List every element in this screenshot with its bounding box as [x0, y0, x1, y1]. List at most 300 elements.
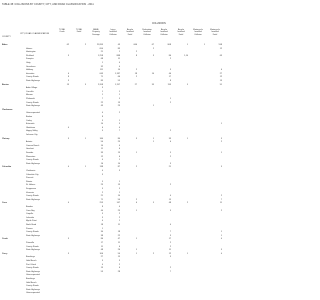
cell-value: 3: [220, 249, 222, 252]
cell-value: 1: [101, 90, 103, 93]
cell-value: 2: [135, 76, 137, 79]
cell-value: 12: [168, 252, 171, 255]
table-row: [0, 199, 232, 202]
cell-value: 22: [100, 101, 103, 104]
cell-value: 4: [118, 206, 120, 208]
table-row: [0, 253, 232, 256]
table-row: [0, 170, 232, 173]
cell-value: 6: [118, 267, 120, 270]
table-row: [0, 181, 232, 184]
cell-value: 6: [169, 141, 171, 144]
table-row: [0, 242, 232, 245]
cell-value: 11: [100, 245, 103, 248]
cell-value: 1: [118, 220, 120, 223]
page-title: TABLE 38: COLLISIONS BY COUNTY, CITY, AND ROAD CLASSIFICATION - 2011: [2, 3, 94, 6]
cell-value: 1,187: [114, 72, 120, 75]
cell-value: 106: [99, 252, 103, 255]
table-row: [0, 282, 232, 285]
cell-value: 2: [84, 44, 86, 46]
cell-value: 1,258: [97, 54, 103, 57]
cell-value: 32: [100, 65, 103, 68]
cell-value: 666: [133, 44, 137, 46]
cell-value: 7: [169, 270, 171, 273]
cell-value: 1: [152, 105, 154, 108]
cell-value: 11: [117, 242, 120, 244]
city-label: Gold Beach: [26, 260, 37, 262]
cell-value: 5: [169, 152, 171, 154]
column-header: Pedestrian Involved Collision: [142, 29, 152, 36]
cell-value: 9: [101, 188, 103, 190]
cell-value: 15: [117, 256, 120, 259]
cell-value: 5: [118, 98, 120, 100]
county-name: Coos: [2, 202, 7, 205]
county-name: Benton: [2, 83, 9, 86]
cell-value: 10: [151, 72, 154, 75]
cell-value: 2: [152, 47, 154, 50]
cell-value: 1: [135, 238, 137, 241]
group-header: COLLISIONS: [152, 23, 166, 25]
cell-value: 3: [67, 252, 69, 255]
cell-value: 34: [100, 231, 103, 234]
cell-value: 6: [67, 72, 69, 75]
cell-value: 4: [118, 144, 120, 147]
table-row: [0, 206, 232, 209]
cell-value: 14: [100, 123, 103, 126]
city-label: Unincorporated: [26, 292, 40, 295]
cell-value: 9: [169, 209, 171, 212]
cell-value: 2: [220, 195, 222, 198]
table-row: [0, 177, 232, 180]
table-row: [0, 145, 232, 148]
table-row: [0, 69, 232, 72]
cell-value: 21,899: [96, 44, 103, 46]
cell-value: 15: [168, 198, 171, 201]
city-label: County Roads: [26, 76, 39, 79]
cell-value: 6: [118, 245, 120, 248]
cell-value: 5: [118, 188, 120, 190]
city-label: St. Helens: [26, 184, 36, 187]
cell-value: 4: [220, 238, 222, 241]
cell-value: 50: [117, 198, 120, 201]
cell-value: 29: [117, 209, 120, 212]
cell-value: 9: [118, 123, 120, 126]
cell-value: 808: [167, 44, 171, 46]
cell-value: 1: [135, 249, 137, 252]
cell-value: 1: [118, 90, 120, 93]
table-row: [0, 73, 232, 76]
cell-value: 1: [118, 159, 120, 162]
cell-value: 33: [100, 152, 103, 154]
table-row: [0, 260, 232, 263]
cell-value: 1: [118, 51, 120, 54]
cell-value: 27: [100, 256, 103, 259]
city-label: County Roads: [26, 231, 39, 234]
cell-value: 13: [100, 267, 103, 270]
city-label: Port Orford: [26, 263, 36, 266]
cell-value: 4: [169, 224, 171, 226]
table-row: [0, 163, 232, 166]
cell-value: 12: [219, 76, 222, 79]
cell-value: 54: [117, 252, 120, 255]
table-row: [0, 55, 232, 58]
cell-value: 2: [152, 252, 154, 255]
cell-value: 3: [118, 260, 120, 262]
table-row: [0, 91, 232, 94]
cell-value: 4: [101, 112, 103, 115]
cell-value: 1: [101, 227, 103, 230]
table-row: [0, 123, 232, 126]
cell-value: 6: [118, 155, 120, 158]
column-header: TOTAL Fatal: [75, 29, 83, 34]
table-row: [0, 192, 232, 195]
cell-value: 21: [100, 195, 103, 198]
cell-value: 1: [135, 209, 137, 212]
cell-value: 8: [101, 116, 103, 118]
city-label: State Highways: [26, 105, 40, 108]
city-label: Rainier: [26, 180, 33, 183]
table-row: [0, 184, 232, 187]
cell-value: 4: [118, 126, 120, 129]
cell-value: 1: [118, 191, 120, 194]
cell-value: 9: [84, 83, 86, 86]
table-row: [0, 220, 232, 223]
table-row: [0, 105, 232, 108]
cell-value: 9: [220, 166, 222, 169]
cell-value: 2: [118, 112, 120, 115]
city-label: State Highways: [26, 234, 40, 237]
cell-value: 5: [101, 180, 103, 183]
table-row: [0, 127, 232, 130]
cell-value: 1: [118, 94, 120, 97]
cell-value: 3: [169, 162, 171, 165]
cell-value: 3: [67, 54, 69, 57]
cell-value: 3: [67, 238, 69, 241]
cell-value: 71: [100, 76, 103, 79]
table-row: [0, 87, 232, 90]
city-label: Gearhart: [26, 148, 34, 151]
city-label: Brookings: [26, 256, 35, 259]
city-label: Happy Valley: [26, 130, 38, 133]
cell-value: 6: [220, 69, 222, 72]
cell-value: 3: [101, 119, 103, 122]
cell-value: 2: [169, 101, 171, 104]
table-row: [0, 84, 232, 87]
column-header: TOTAL Crash: [58, 29, 66, 34]
table-row: [0, 210, 232, 213]
table-row: [0, 274, 232, 277]
cell-value: 33: [168, 137, 171, 140]
cell-value: 67: [151, 44, 154, 46]
cell-value: 2: [169, 58, 171, 61]
table-row: [0, 148, 232, 151]
table-row: [0, 256, 232, 259]
cell-value: 1: [203, 44, 205, 46]
cell-value: 8: [101, 206, 103, 208]
cell-value: 2: [135, 69, 137, 72]
cell-value: 3: [135, 137, 137, 140]
city-label: Powers: [26, 227, 33, 230]
cell-value: 147: [116, 202, 120, 205]
county-name: Baker: [2, 44, 8, 46]
cell-value: 7: [169, 231, 171, 234]
cell-value: 2: [220, 209, 222, 212]
cell-value: 18: [100, 224, 103, 226]
cell-value: 18: [134, 72, 137, 75]
cell-value: 1: [118, 180, 120, 183]
cell-value: 3: [152, 54, 154, 57]
city-label: Unincorporated: [26, 274, 40, 277]
cell-value: 4: [118, 62, 120, 64]
cell-value: 2: [220, 141, 222, 144]
table-row: [0, 62, 232, 65]
table-row: [0, 213, 232, 216]
column-header: Motorcycle Involved Fatal: [210, 29, 220, 36]
table-row: [0, 235, 232, 238]
cell-value: 35: [151, 83, 154, 86]
table-row: [0, 188, 232, 191]
cell-value: 13: [117, 184, 120, 187]
cell-value: 44: [100, 209, 103, 212]
column-header: Injury Involved Collision: [109, 29, 117, 36]
table-row: [0, 285, 232, 288]
city-label: Scappoose: [26, 188, 37, 190]
cell-value: 63: [219, 54, 222, 57]
county-name: Clatsop: [2, 137, 10, 140]
cell-value: 38: [100, 234, 103, 237]
table-row: [0, 102, 232, 105]
cell-value: 54: [100, 141, 103, 144]
city-label: Halfway: [26, 69, 34, 72]
cell-value: 6: [118, 148, 120, 151]
cell-value: 1: [186, 252, 188, 255]
cell-value: 1,197: [114, 83, 120, 86]
cell-value: 13: [219, 80, 222, 82]
cell-value: 17: [168, 76, 171, 79]
table-row: [0, 156, 232, 159]
table-row: [0, 98, 232, 101]
city-label: State Highways: [26, 198, 40, 201]
city-label: Clatskanie: [26, 170, 36, 172]
cell-value: 83: [100, 80, 103, 82]
cell-value: 1: [220, 123, 222, 126]
cell-value: 643: [99, 72, 103, 75]
table-row: [0, 246, 232, 249]
cell-value: 1: [84, 137, 86, 140]
county-name: Clackamas: [2, 108, 13, 111]
city-label: Huntington: [26, 51, 36, 54]
city-label: Columbia City: [26, 173, 39, 176]
cell-value: 29: [117, 141, 120, 144]
city-label: Bandon: [26, 206, 33, 208]
table-row: [0, 292, 232, 295]
city-label: Interstate: [26, 72, 35, 75]
table-row: [0, 141, 232, 144]
cell-value: 3: [101, 87, 103, 90]
cell-value: 2: [118, 216, 120, 219]
city-label: State Highways: [26, 270, 40, 273]
cell-value: 86: [168, 54, 171, 57]
cell-value: 164: [99, 137, 103, 140]
cell-value: 3: [101, 173, 103, 176]
cell-value: 4: [101, 159, 103, 162]
cell-value: 87: [117, 166, 120, 169]
cell-value: 48: [168, 202, 171, 205]
table-row: [0, 174, 232, 177]
column-header: Bicycle Involved Fatal: [177, 29, 185, 36]
city-label: Prineville: [26, 242, 35, 244]
cell-value: 3: [169, 234, 171, 237]
cell-value: 2: [169, 155, 171, 158]
cell-value: 11: [117, 58, 120, 61]
cell-value: 6: [101, 126, 103, 129]
cell-value: 43: [117, 44, 120, 46]
city-label: Corvallis: [26, 90, 34, 93]
cell-value: 3: [169, 69, 171, 72]
cell-value: 2: [118, 213, 120, 216]
city-label: Vernonia: [26, 191, 34, 194]
city-label: Astoria: [26, 141, 33, 144]
table-row: [0, 58, 232, 61]
cell-value: 3: [169, 256, 171, 259]
cell-value: 11: [168, 249, 171, 252]
cell-value: 27: [134, 83, 137, 86]
cell-value: 1: [152, 141, 154, 144]
cell-value: 1: [135, 152, 137, 154]
cell-value: 4: [101, 170, 103, 172]
table-row: [0, 289, 232, 292]
cell-value: 2: [101, 191, 103, 194]
table-row: [0, 51, 232, 54]
cell-value: 2: [135, 198, 137, 201]
city-label: County Roads: [26, 101, 39, 104]
cell-value: 3: [67, 80, 69, 82]
city-label: Philomath: [26, 98, 35, 100]
city-label: Greenhorn: [26, 65, 36, 68]
city-label: State Highways: [26, 80, 40, 82]
cell-value: 4: [118, 65, 120, 68]
cell-value: 4: [220, 252, 222, 255]
cell-value: 10: [100, 144, 103, 147]
cell-value: 48: [100, 249, 103, 252]
cell-value: 3: [101, 213, 103, 216]
cell-value: 66: [117, 76, 120, 79]
city-label: Haines: [26, 47, 33, 50]
city-label: Prescott: [26, 177, 34, 180]
cell-value: 6: [135, 202, 137, 205]
table-row: [0, 80, 232, 83]
cell-value: 19: [117, 152, 120, 154]
cell-value: 12: [100, 155, 103, 158]
cell-value: 3: [67, 137, 69, 140]
cell-value: 91: [219, 83, 222, 86]
table-row: [0, 278, 232, 281]
table-row: [0, 152, 232, 155]
city-label: State Highways: [26, 288, 40, 291]
cell-value: 11: [100, 148, 103, 151]
city-label: County Roads: [26, 267, 39, 270]
city-label: County Roads: [26, 245, 39, 248]
city-label: Johnson City: [26, 134, 38, 136]
cell-value: 8: [135, 54, 137, 57]
cell-value: 2: [169, 245, 171, 248]
table-row: [0, 120, 232, 123]
cell-value: 11: [117, 224, 120, 226]
city-label: Sumpter: [26, 58, 34, 61]
cell-value: 7: [101, 98, 103, 100]
table-row: [0, 134, 232, 137]
cell-value: 4: [67, 166, 69, 169]
city-label: North Bend: [26, 224, 37, 226]
cell-value: 598: [218, 44, 222, 46]
city-label: Lakeside: [26, 216, 35, 219]
cell-value: 23: [100, 184, 103, 187]
city-label: Monroe: [26, 94, 33, 97]
table-row: [0, 231, 232, 234]
cell-value: 253: [99, 202, 103, 205]
cell-value: 4: [67, 126, 69, 129]
table-row: [0, 249, 232, 252]
table-row: [0, 217, 232, 220]
table-row: [0, 130, 232, 133]
cell-value: 47: [117, 238, 120, 241]
city-label: Canby: [26, 119, 32, 122]
city-label: Gladstone: [26, 126, 36, 129]
table-row: [0, 166, 232, 169]
city-label: Estacada: [26, 123, 35, 126]
city-label: Seaside: [26, 152, 34, 154]
cell-value: 83: [117, 47, 120, 50]
column-header: Bicycle Involved Fatal: [126, 29, 134, 36]
cell-value: 4: [101, 220, 103, 223]
cell-value: 193: [167, 83, 171, 86]
cell-value: 2: [186, 202, 188, 205]
table-row: [0, 228, 232, 231]
county-name: Columbia: [2, 166, 12, 169]
cell-value: 10: [117, 69, 120, 72]
cell-value: 2: [169, 184, 171, 187]
cell-value: 21: [168, 166, 171, 169]
city-label: Barlow: [26, 116, 33, 118]
column-header: Bicycle Involved Collision: [160, 29, 168, 36]
cell-value: 84: [117, 137, 120, 140]
cell-value: 1: [101, 94, 103, 97]
cell-value: 55: [117, 80, 120, 82]
city-label: Coos Bay: [26, 209, 35, 212]
table-row: [0, 66, 232, 69]
cell-value: 14: [117, 162, 120, 165]
cell-value: 3: [118, 170, 120, 172]
table-row: [0, 224, 232, 227]
city-label: State Highways: [26, 162, 40, 165]
cell-value: 1: [101, 62, 103, 64]
city-label: Gold Beach: [26, 281, 37, 284]
county-header: COUNTY: [2, 36, 11, 38]
table-row: [0, 267, 232, 270]
cell-value: 9: [101, 260, 103, 262]
cell-value: 18: [117, 231, 120, 234]
cell-value: 2: [135, 51, 137, 54]
county-name: Curry: [2, 252, 8, 255]
table-row: [0, 138, 232, 141]
county-name: Crook: [2, 238, 8, 241]
cell-value: 1: [135, 252, 137, 255]
cell-value: 7: [220, 198, 222, 201]
cell-value: 2: [118, 263, 120, 266]
city-label: Warrenton: [26, 155, 36, 158]
cell-value: 2: [169, 267, 171, 270]
cell-value: 46: [168, 72, 171, 75]
cell-value: 650: [99, 47, 103, 50]
